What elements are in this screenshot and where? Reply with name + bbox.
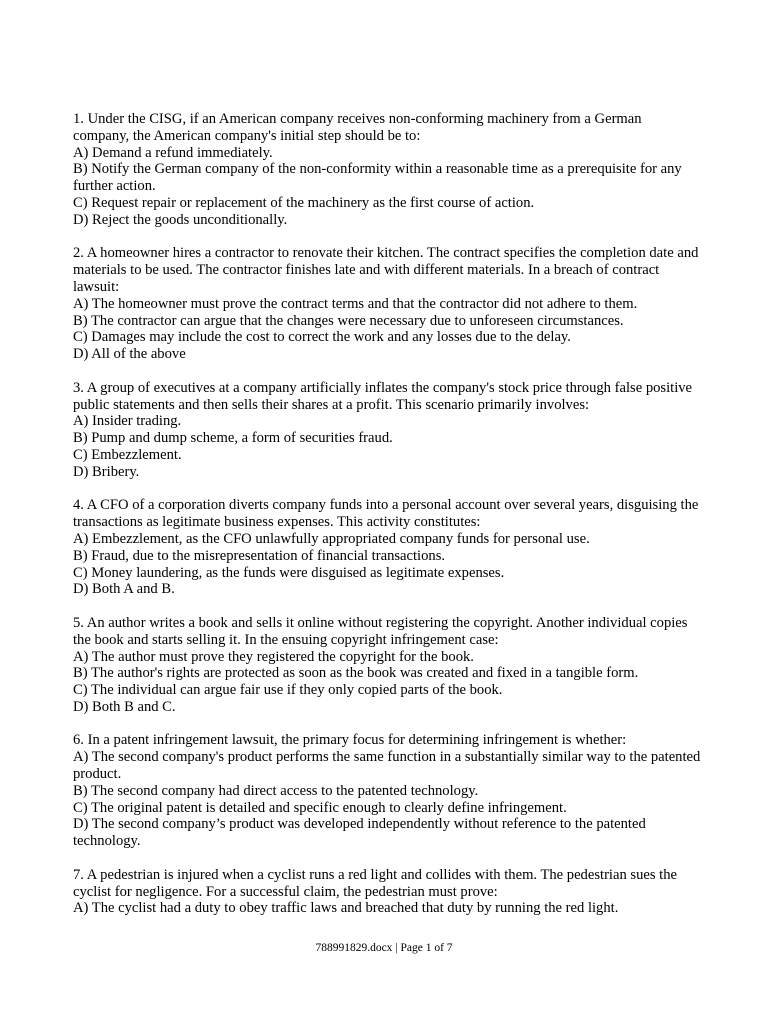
option-a: A) Insider trading. — [73, 413, 182, 430]
option-a: A) The homeowner must prove the contract terms and that the contractor did not adhere to them. — [73, 295, 638, 312]
option-c: C) The original patent is detailed and specific enough to clearly define infringement. — [73, 799, 567, 816]
option-a: A) Demand a refund immediately. — [73, 144, 273, 161]
option-d: D) Reject the goods unconditionally. — [73, 211, 288, 228]
question-4 — [73, 497, 701, 598]
question-text: 5. An author writes a book and sells it online without registering the copyright. Another individual copies the book and starts selling it. In the ensuing copyright infringement case: — [73, 614, 688, 648]
question-5 — [73, 615, 701, 716]
option-c: C) The individual can argue fair use if they only copied parts of the book. — [73, 682, 503, 699]
question-2 — [73, 245, 701, 363]
question-3 — [73, 380, 701, 481]
option-c: C) Embezzlement. — [73, 446, 182, 463]
question-text: 2. A homeowner hires a contractor to renovate their kitchen. The contract specifies the completion date and materials to be used. The contractor finishes late and with different materials. In a breach of contract lawsuit: — [73, 245, 699, 295]
document-body — [73, 111, 701, 934]
option-b: B) The second company had direct access to the patented technology. — [73, 782, 479, 799]
question-text: 1. Under the CISG, if an American company receives non-conforming machinery from a German company, the American company's initial step should be to: — [73, 111, 642, 144]
option-d: D) Both B and C. — [73, 698, 176, 715]
option-d: D) Bribery. — [73, 463, 140, 480]
option-b: B) Pump and dump scheme, a form of securities fraud. — [73, 430, 393, 447]
question-7 — [73, 867, 701, 917]
option-c: C) Damages may include the cost to correct the work and any losses due to the delay. — [73, 329, 571, 346]
question-text: 6. In a patent infringement lawsuit, the primary focus for determining infringement is whether: — [73, 732, 627, 749]
option-a: A) The author must prove they registered the copyright for the book. — [73, 648, 474, 665]
option-d: D) All of the above — [73, 346, 186, 363]
option-b: B) The contractor can argue that the changes were necessary due to unforeseen circumstances. — [73, 312, 624, 329]
option-d: D) Both A and B. — [73, 581, 175, 598]
question-text: 7. A pedestrian is injured when a cyclist runs a red light and collides with them. The pedestrian sues the cyclist for negligence. For a successful claim, the pedestrian must prove: — [73, 866, 678, 900]
question-text: 3. A group of executives at a company artificially inflates the company's stock price through false positive public statements and then sells their shares at a profit. This scenario primarily involves: — [73, 379, 693, 413]
question-1 — [73, 111, 701, 229]
option-d: D) The second company’s product was developed independently without reference to the patented technology. — [73, 816, 646, 850]
page-footer: 788991829.docx | Page 1 of 7 — [315, 942, 453, 954]
option-a: A) The cyclist had a duty to obey traffic laws and breached that duty by running the red light. — [73, 900, 619, 917]
option-b: B) Notify the German company of the non-conformity within a reasonable time as a prerequisite for any further action. — [73, 161, 682, 195]
question-6 — [73, 732, 701, 850]
option-c: C) Money laundering, as the funds were disguised as legitimate expenses. — [73, 564, 505, 581]
option-c: C) Request repair or replacement of the machinery as the first course of action. — [73, 194, 535, 211]
question-text: 4. A CFO of a corporation diverts company funds into a personal account over several years, disguising the transactions as legitimate business expenses. This activity constitutes: — [73, 497, 699, 531]
option-a: A) The second company's product performs the same function in a substantially similar way to the patented product. — [73, 749, 701, 783]
option-b: B) Fraud, due to the misrepresentation of financial transactions. — [73, 547, 446, 564]
option-a: A) Embezzlement, as the CFO unlawfully appropriated company funds for personal use. — [73, 530, 590, 547]
option-b: B) The author's rights are protected as soon as the book was created and fixed in a tangible form. — [73, 665, 639, 682]
